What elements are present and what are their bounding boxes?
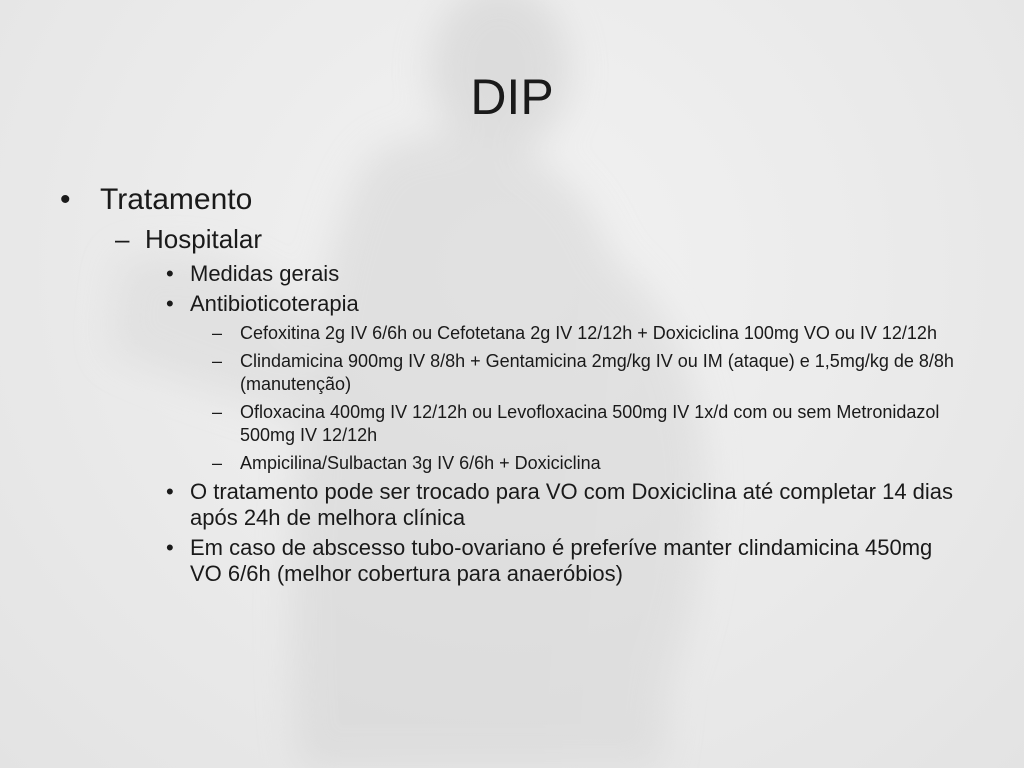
bullet-level2 bbox=[115, 221, 980, 257]
bullet-level3 bbox=[166, 261, 980, 287]
bullet-text: Tratamento bbox=[100, 183, 253, 216]
regimen-item bbox=[212, 350, 960, 396]
bullet-text: O tratamento pode ser trocado para VO com Doxiciclina até completar 14 dias após 24h de melhora clínica bbox=[190, 479, 954, 530]
regimen-item bbox=[212, 452, 960, 475]
slide-body bbox=[60, 180, 980, 587]
bullet-icon: • bbox=[166, 291, 174, 316]
bullet-level3 bbox=[166, 479, 960, 531]
regimen-text: Cefoxitina 2g IV 6/6h ou Cefotetana 2g IV 12/12h + Doxiciclina 100mg VO ou IV 12/12h bbox=[240, 323, 937, 343]
bullet-text: Antibioticoterapia bbox=[190, 291, 359, 316]
dash-icon: – bbox=[212, 402, 223, 422]
bullet-text: Em caso de abscesso tubo-ovariano é preferíve manter clindamicina 450mg VO 6/6h (melhor cobertura para anaeróbios) bbox=[190, 535, 933, 586]
slide-title: DIP bbox=[470, 69, 554, 125]
regimen-item bbox=[212, 322, 960, 345]
regimen-text: Ampicilina/Sulbactan 3g IV 6/6h + Doxiciclina bbox=[240, 453, 601, 473]
bullet-level3 bbox=[166, 291, 980, 317]
bullet-level1 bbox=[60, 180, 980, 220]
bullet-icon: • bbox=[166, 535, 174, 560]
dash-icon: – bbox=[115, 224, 130, 254]
dash-icon: – bbox=[212, 323, 223, 343]
bullet-icon: • bbox=[60, 183, 71, 216]
regimen-text: Clindamicina 900mg IV 8/8h + Gentamicina 2mg/kg IV ou IM (ataque) e 1,5mg/kg de 8/8h (manutenção) bbox=[240, 351, 954, 394]
dash-icon: – bbox=[212, 453, 223, 473]
regimen-text: Ofloxacina 400mg IV 12/12h ou Levofloxacina 500mg IV 1x/d com ou sem Metronidazol 500mg IV 12/12h bbox=[240, 402, 940, 445]
dash-icon: – bbox=[212, 351, 223, 371]
bullet-level3 bbox=[166, 535, 960, 587]
bullet-text: Medidas gerais bbox=[190, 261, 340, 286]
bullet-icon: • bbox=[166, 261, 174, 286]
regimen-item bbox=[212, 401, 960, 447]
bullet-text: Hospitalar bbox=[145, 224, 263, 254]
bullet-icon: • bbox=[166, 479, 174, 504]
